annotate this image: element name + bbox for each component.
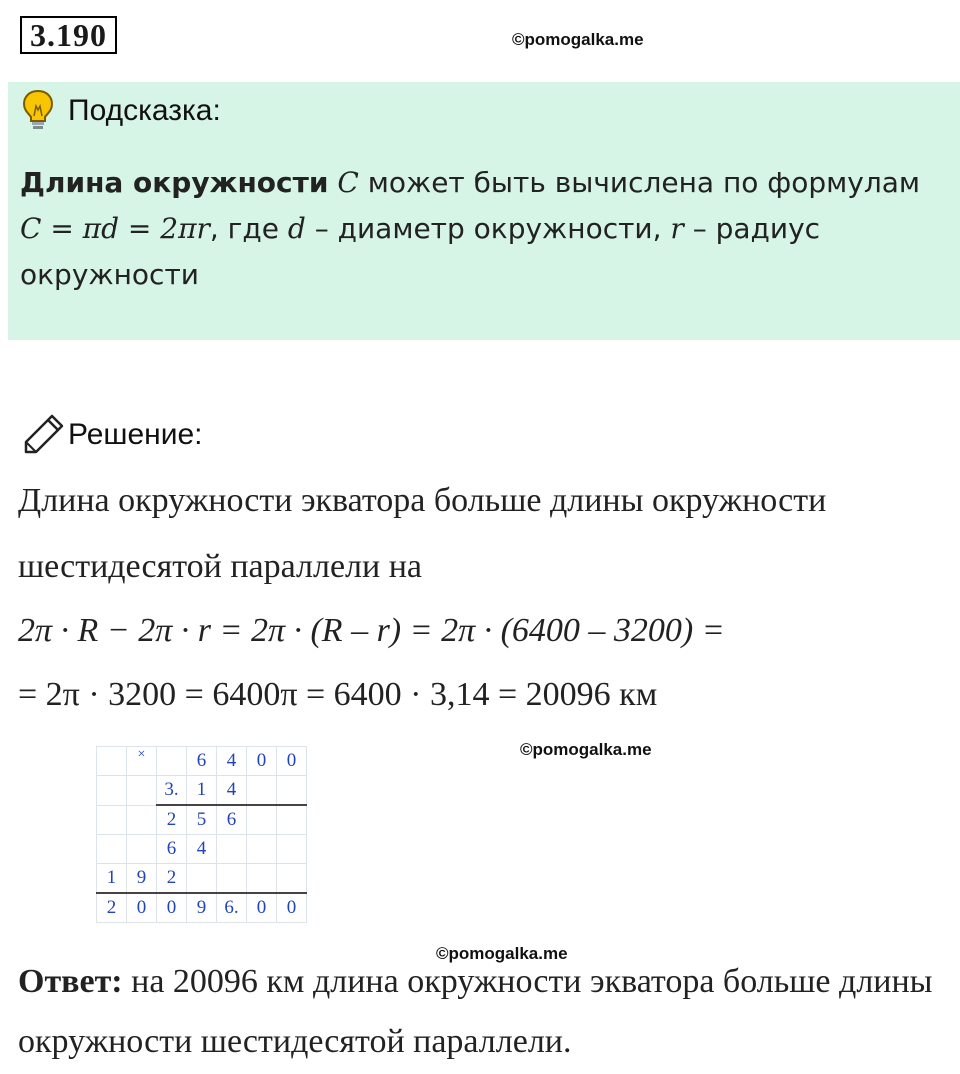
solution-title: Решение:	[68, 418, 203, 451]
hint-bold-term: Длина окружности	[20, 166, 329, 199]
hint-text-1: может быть вычислена по формулам	[358, 166, 921, 199]
watermark: ©pomogalka.me	[436, 944, 568, 963]
calc-cell	[97, 776, 127, 806]
calc-cell	[277, 864, 307, 894]
calc-cell: 6	[187, 747, 217, 776]
calc-cell: 0	[127, 893, 157, 923]
calc-cell: 2	[157, 864, 187, 894]
calc-cell	[277, 776, 307, 806]
lightbulb-icon	[20, 88, 56, 132]
calc-cell	[97, 805, 127, 835]
calc-cell	[187, 864, 217, 894]
hint-text-4: – радиус окружности	[20, 212, 821, 291]
calc-cell: 9	[127, 864, 157, 894]
calc-cell	[127, 835, 157, 864]
calc-cell	[217, 835, 247, 864]
calc-cell	[247, 864, 277, 894]
calc-row	[97, 864, 307, 894]
calc-cell: 5	[187, 805, 217, 835]
calc-cell: 6	[157, 835, 187, 864]
calc-cell	[247, 776, 277, 806]
calc-cell: 4	[187, 835, 217, 864]
calc-cell	[127, 776, 157, 806]
calc-cell	[247, 835, 277, 864]
hint-text	[20, 160, 950, 298]
watermark: ©pomogalka.me	[512, 30, 644, 49]
calc-cell: 0	[247, 893, 277, 923]
pencil-icon	[22, 412, 66, 456]
calc-cell	[127, 805, 157, 835]
calc-row	[97, 776, 307, 806]
calc-cell: 4	[217, 776, 247, 806]
calc-row	[97, 835, 307, 864]
calc-cell: 0	[277, 893, 307, 923]
hint-formula: C = πd = 2πr	[20, 212, 210, 245]
calc-cell	[157, 747, 187, 776]
hint-text-3: – диаметр окружности,	[305, 212, 671, 245]
watermark: ©pomogalka.me	[520, 740, 652, 759]
multiplication-table	[96, 746, 307, 923]
calc-cell	[277, 835, 307, 864]
equation-line-2: = 2π · 3200 = 6400π = 6400 · 3,14 = 20096 км	[18, 676, 658, 713]
solution-line-1: Длина окружности экватора больше длины окружности	[18, 482, 827, 519]
hint-var-r: r	[670, 212, 684, 245]
calc-cell: 0	[277, 747, 307, 776]
answer-label: Ответ:	[18, 963, 123, 1000]
calc-cell	[97, 747, 127, 776]
solution-line-2: шестидесятой параллели на	[18, 548, 422, 585]
calc-row	[97, 893, 307, 923]
calc-cell: ×	[127, 747, 157, 776]
calc-cell: 2	[97, 893, 127, 923]
calc-cell: 0	[247, 747, 277, 776]
calc-cell: 2	[157, 805, 187, 835]
calc-cell: 1	[97, 864, 127, 894]
hint-text-2: , где	[209, 212, 288, 245]
hint-var-d: d	[287, 212, 306, 245]
equation-line-1: 2π · R − 2π · r = 2π · (R – r) = 2π · (6400 – 3200) =	[18, 612, 725, 649]
hint-var-c: C	[337, 166, 359, 199]
calc-cell: 9	[187, 893, 217, 923]
calc-cell: 3.	[157, 776, 187, 806]
hint-title: Подсказка:	[68, 94, 221, 127]
calc-row	[97, 805, 307, 835]
answer-text: на 20096 км длина окружности экватора больше длины окружности шестидесятой параллели.	[18, 963, 933, 1060]
calc-cell	[97, 835, 127, 864]
task-number: 3.190	[20, 16, 117, 54]
answer	[18, 952, 938, 1072]
calc-cell	[277, 805, 307, 835]
calc-cell: 6	[217, 805, 247, 835]
calc-cell: 6.	[217, 893, 247, 923]
calc-cell: 0	[157, 893, 187, 923]
calc-cell: 4	[217, 747, 247, 776]
calc-row	[97, 747, 307, 776]
calc-cell	[217, 864, 247, 894]
calc-cell	[247, 805, 277, 835]
calc-cell: 1	[187, 776, 217, 806]
